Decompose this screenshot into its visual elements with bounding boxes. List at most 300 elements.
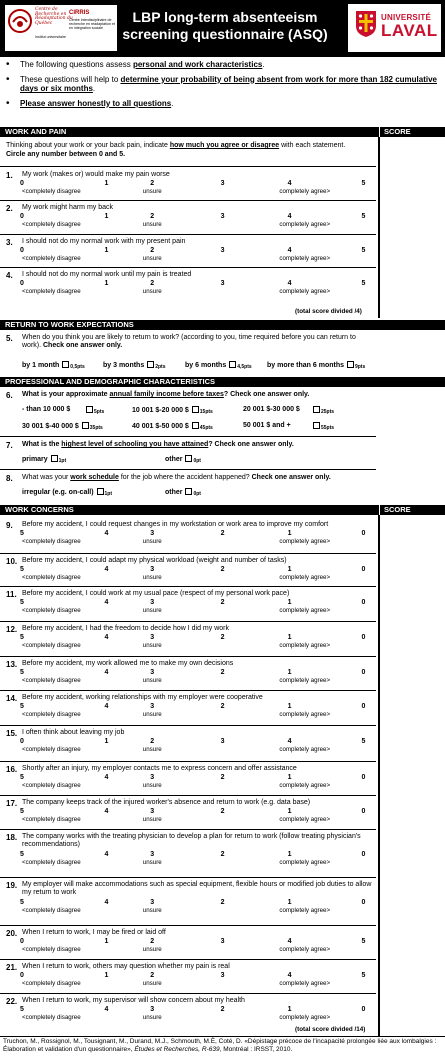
scale-labels [22,746,374,755]
likert-question [0,881,376,925]
scale-label-mid: unsure [142,607,162,614]
scale-label-right: completely agree> [279,607,331,614]
scale-label-left: <completely disagree [22,816,81,823]
scale-labels [22,816,374,825]
scale-option[interactable]: 5 [20,669,24,676]
scale-option[interactable]: 1 [104,213,109,220]
question-text: When I return to work, my supervisor will show concern about my health [22,997,245,1004]
scale-option[interactable]: 5 [20,703,24,710]
scale-label-right: completely agree> [279,1014,331,1021]
scale-option[interactable]: 4 [287,213,292,220]
scale-labels [22,859,374,868]
scale-label-right: completely agree> [279,980,331,987]
scale-option[interactable]: 4 [104,599,109,606]
checkbox[interactable] [51,455,58,462]
income-option[interactable]: - than 10 000 $ [22,406,71,413]
scale-labels [22,288,374,297]
question-text: Before my accident, my work allowed me to make my own decisions [22,660,234,667]
scale-option[interactable]: 1 [287,530,292,537]
scale-labels [22,538,374,547]
checkbox[interactable] [62,361,69,368]
scale-option[interactable]: 2 [150,972,155,979]
question-number: 18. [6,833,18,842]
scale-option[interactable]: 0 [361,774,366,781]
scale-option[interactable]: 0 [361,703,366,710]
section-instructions: Thinking about your work or your back pain, indicate how much you agree or disagree with each statement. Circle any number between 0 and 5. [6,142,346,158]
question-number: 5. [6,334,13,343]
likert-question [0,625,376,655]
scale-option[interactable]: 0 [20,738,24,745]
scale-option[interactable]: 1 [287,566,292,573]
page-title [122,9,328,43]
scale-label-right: completely agree> [279,711,331,718]
scale-option[interactable]: 1 [104,972,109,979]
scale-option[interactable]: 0 [361,669,366,676]
section-header-return-to-work: RETURN TO WORK EXPECTATIONS [0,320,445,330]
scale-labels [22,782,374,791]
scale-label-left: <completely disagree [22,746,81,753]
header-band [0,0,445,57]
scale-option[interactable]: 3 [220,938,225,945]
income-option[interactable]: 10 001 $-20 000 $ 15pts [132,407,213,415]
scale-option[interactable]: 2 [150,213,155,220]
scale-label-right: completely agree> [279,288,331,295]
scale-option[interactable]: 5 [361,738,366,745]
question-number: 14. [6,694,18,703]
scale-option[interactable]: 3 [150,599,155,606]
checkbox[interactable] [192,406,199,413]
question-text: Before my accident, I could work at my usual pace (respect of my personal work pace) [22,590,290,597]
scale-option[interactable]: 2 [150,180,155,187]
q7-option-primary[interactable]: primary 1pt [22,456,67,464]
scale-labels [22,677,374,686]
scale-labels [22,221,374,230]
scale-option[interactable]: 4 [104,669,109,676]
scale-labels [22,711,374,720]
scale-label-right: completely agree> [279,677,331,684]
question-number: 10. [6,557,18,566]
scale-option[interactable]: 1 [104,738,109,745]
scale-label-left: <completely disagree [22,538,81,545]
likert-question [0,729,376,759]
q7-option-other[interactable]: other 0pt [165,456,201,464]
scale-option[interactable]: 3 [220,972,225,979]
scale-option[interactable]: 5 [20,1006,24,1013]
question-number: 2. [6,204,13,213]
scale-option[interactable]: 3 [150,669,155,676]
section-return-to-work [0,334,378,374]
scale-option[interactable]: 5 [20,851,24,858]
checkbox[interactable] [192,422,199,429]
scale-option[interactable]: 1 [287,669,292,676]
likert-question [0,660,376,690]
scale-label-right: completely agree> [279,221,331,228]
scale-option[interactable]: 3 [220,280,225,287]
scale-label-right: completely agree> [279,946,331,953]
scale-option[interactable]: 5 [361,280,366,287]
scale-option[interactable]: 0 [361,899,366,906]
scale-option[interactable]: 0 [20,938,24,945]
scale-option[interactable]: 0 [20,180,24,187]
question-text: My employer will make accommodations such as special equipment, flexible hours or modified job duties to allow my return to work [22,881,372,897]
likert-question [0,929,376,959]
question-text: I often think about leaving my job [22,729,125,736]
scale-label-left: <completely disagree [22,1014,81,1021]
scale-option[interactable]: 0 [361,808,366,815]
scale-labels [22,642,374,651]
income-option[interactable]: 50 001 $ and + [243,422,291,429]
scale-option[interactable]: 1 [287,851,292,858]
section-header-work-concerns: WORK CONCERNS SCORE [0,505,445,515]
scale-label-left: <completely disagree [22,980,81,987]
checkbox[interactable] [185,455,192,462]
question-number: 1. [6,171,13,180]
question-8: 8. What was your work schedule for the job where the accident happened? Check one answer only. irregular (e.g. on-call) 1pt other 0pt [6,474,331,497]
checkbox[interactable] [82,422,89,429]
scale-option[interactable]: 0 [361,530,366,537]
scale-option[interactable]: 4 [287,247,292,254]
likert-question [0,557,376,587]
scale-label-mid: unsure [142,859,162,866]
scale-option[interactable]: 2 [220,774,225,781]
scale-option[interactable]: 5 [20,599,24,606]
work-concerns-total-label: (total score divided /14) [295,1026,366,1033]
likert-question [0,997,376,1027]
scale-option[interactable]: 2 [220,566,225,573]
scale-labels [22,255,374,264]
q8-option-other[interactable]: other 0pt [165,489,201,497]
scale-option[interactable]: 3 [150,808,155,815]
question-text: When I return to work, others may question whether my pain is real [22,963,230,970]
scale-option[interactable]: 0 [361,634,366,641]
scale-option[interactable]: 0 [20,213,24,220]
question-7: 7. What is the highest level of schooling you have attained? Check one answer only. primary 1pt other 0pt [6,441,294,464]
scale-option[interactable]: 3 [150,774,155,781]
scale-labels [22,980,374,989]
question-number: 16. [6,765,18,774]
scale-label-right: completely agree> [279,255,331,262]
scale-option[interactable]: 3 [150,634,155,641]
question-6: 6. What is your approximate annual family income before taxes? Check one answer only. - than 10 000 $ 5pts 10 001 $-20 000 $ 15pts 20 001 $-30 000 $ 25pts 30 001 $-40 000 $ 35pts 40 001 $-50 000 $ 45pts 50 001 $ and + 55pts [6,391,335,431]
question-number: 13. [6,660,18,669]
scale-label-mid: unsure [142,980,162,987]
scale-option[interactable]: 5 [20,566,24,573]
scale-option[interactable]: 3 [150,899,155,906]
scale-option[interactable]: 3 [220,738,225,745]
scale-option[interactable]: 2 [220,808,225,815]
scale-option[interactable]: 2 [220,703,225,710]
scale-option[interactable]: 4 [104,634,109,641]
scale-option[interactable]: 2 [220,599,225,606]
income-option[interactable]: 20 001 $-30 000 $ [243,406,300,413]
scale-option[interactable]: 5 [361,213,366,220]
scale-option[interactable]: 4 [104,774,109,781]
question-number: 15. [6,729,18,738]
scale-option[interactable]: 1 [287,1006,292,1013]
scale-label-left: <completely disagree [22,642,81,649]
scale-label-right: completely agree> [279,642,331,649]
score-column-header: SCORE [379,127,445,137]
question-number: 3. [6,238,13,247]
scale-option[interactable]: 1 [104,180,109,187]
question-number: 11. [6,590,17,599]
scale-option[interactable]: 4 [104,703,109,710]
scale-option[interactable]: 3 [220,180,225,187]
scale-option[interactable]: 5 [20,808,24,815]
checkbox[interactable] [229,361,236,368]
question-text: The company keeps track of the injured worker's absence and return to work (e.g. data base) [22,799,311,806]
scale-option[interactable]: 5 [20,899,24,906]
scale-label-mid: unsure [142,188,162,195]
score-column-header: SCORE [379,505,445,515]
question-number: 4. [6,271,13,280]
scale-label-right: completely agree> [279,574,331,581]
scale-option[interactable]: 2 [150,247,155,254]
scale-label-mid: unsure [142,782,162,789]
question-number: 19. [6,881,18,890]
scale-label-right: completely agree> [279,816,331,823]
laval-shield-icon [355,10,377,38]
scale-option[interactable]: 3 [220,213,225,220]
scale-option[interactable]: 4 [287,180,292,187]
likert-question [0,204,376,234]
scale-option[interactable]: 3 [150,851,155,858]
scale-label-mid: unsure [142,907,162,914]
scale-option[interactable]: 2 [150,280,155,287]
q5-option-1[interactable]: by 1 month 0,5pts [22,362,85,370]
q8-option-irregular[interactable]: irregular (e.g. on-call) 1pt [22,489,113,497]
likert-question [0,521,376,551]
cirris-subtitle: Centre interdisciplinaire de recherche en réadaptation et en intégration sociale [69,18,115,30]
scale-option[interactable]: 1 [287,808,292,815]
scale-label-mid: unsure [142,711,162,718]
scale-labels [22,607,374,616]
scale-option[interactable]: 4 [287,280,292,287]
score-divider [378,137,380,318]
cirris-name: CIRRIS [69,10,90,16]
question-number: 12. [6,625,18,634]
question-text: When I return to work, I may be fired or laid off [22,929,166,936]
section-header-professional-demographic: PROFESSIONAL AND DEMOGRAPHIC CHARACTERISTICS [0,377,445,387]
scale-labels [22,1014,374,1023]
scale-option[interactable]: 3 [150,1006,155,1013]
section-header-work-and-pain: WORK AND PAIN SCORE [0,127,445,137]
laval-logo [348,4,441,52]
scale-label-mid: unsure [142,255,162,262]
scale-option[interactable]: 4 [104,530,109,537]
scale-labels [22,907,374,916]
scale-option[interactable]: 3 [150,566,155,573]
scale-option[interactable]: 5 [361,972,366,979]
question-text: Before my accident, I could adapt my physical workload (weight and number of tasks) [22,557,287,564]
checkbox[interactable] [97,488,104,495]
scale-option[interactable]: 5 [20,774,24,781]
scale-option[interactable]: 1 [287,703,292,710]
scale-label-left: <completely disagree [22,288,81,295]
scale-option[interactable]: 5 [20,634,24,641]
checkbox[interactable] [147,361,154,368]
scale-option[interactable]: 0 [361,851,366,858]
scale-label-mid: unsure [142,288,162,295]
scale-option[interactable]: 0 [20,247,24,254]
likert-question [0,171,376,201]
scale-label-left: <completely disagree [22,221,81,228]
question-text: The company works with the treating physician to develop a plan for return to work (follow treating physician's recommendations) [22,833,361,849]
scale-option[interactable]: 2 [150,938,155,945]
checkbox[interactable] [86,406,93,413]
scale-option[interactable]: 1 [104,280,109,287]
scale-option[interactable]: 4 [104,566,109,573]
intro-bullet-3: • Please answer honestly to all questions. [0,99,445,109]
question-text: I should not do my normal work with my present pain [22,238,186,245]
intro-bullets [0,60,445,113]
scale-option[interactable]: 4 [287,938,292,945]
citation-footer: Truchon, M., Rossignol, M., Tousignant, M., Durand, M.J., Schmouth, M.È, Coté, D. «Dépistage précoce de l'incapacité prolongée liée aux lombalgies : Élaboration et validation d'un questionnaire», Études et Recherches, R-639, Montréal : IRSST, 2010. [3,1038,437,1053]
scale-option[interactable]: 1 [287,774,292,781]
scale-option[interactable]: 5 [361,247,366,254]
checkbox[interactable] [313,422,320,429]
scale-option[interactable]: 0 [20,280,24,287]
scale-option[interactable]: 1 [287,899,292,906]
title-line-1: LBP long-term absenteeism [132,9,318,25]
scale-label-left: <completely disagree [22,907,81,914]
scale-option[interactable]: 3 [220,247,225,254]
checkbox[interactable] [347,361,354,368]
scale-labels [22,574,374,583]
intro-bullet-2: • These questions will help to determine your probability of being absent from work for more than 182 cumulative days or six months. [0,75,445,94]
scale-label-right: completely agree> [279,538,331,545]
likert-question [0,271,376,301]
section-work-and-pain [0,142,378,318]
scale-option[interactable]: 5 [361,938,366,945]
scale-option[interactable]: 0 [20,972,24,979]
score-divider [378,515,380,1036]
likert-question [0,833,376,877]
scale-label-left: <completely disagree [22,946,81,953]
scale-label-right: completely agree> [279,188,331,195]
likert-question [0,590,376,620]
scale-option[interactable]: 5 [361,180,366,187]
scale-option[interactable]: 1 [287,599,292,606]
question-number: 9. [6,521,13,530]
scale-option[interactable]: 3 [150,703,155,710]
scale-option[interactable]: 1 [104,938,109,945]
scale-label-right: completely agree> [279,782,331,789]
scale-label-left: <completely disagree [22,188,81,195]
scale-label-left: <completely disagree [22,859,81,866]
scale-label-right: completely agree> [279,907,331,914]
q5-option-2[interactable]: by 3 months 2pts [103,362,166,370]
checkbox[interactable] [313,406,320,413]
scale-label-mid: unsure [142,1014,162,1021]
scale-option[interactable]: 4 [104,899,109,906]
scale-option[interactable]: 0 [361,1006,366,1013]
scale-option[interactable]: 4 [104,851,109,858]
work-pain-total-label: (total score divided /4) [295,308,362,315]
scale-label-mid: unsure [142,221,162,228]
question-number: 20. [6,929,18,938]
question-text: Before my accident, working relationships with my employer were cooperative [22,694,263,701]
cirris-emblem-icon [7,8,33,34]
scale-option[interactable]: 2 [150,738,155,745]
scale-option[interactable]: 4 [104,1006,109,1013]
cirris-tagline: Centre de Recherche en Réadaptation du Québec [35,7,73,27]
income-option[interactable]: 30 001 $-40 000 $ 35pts [22,423,103,431]
question-text: Before my accident, I could request changes in my workstation or work area to improve my comfort [22,521,329,528]
question-number: 17. [6,799,18,808]
scale-label-mid: unsure [142,746,162,753]
scale-label-mid: unsure [142,816,162,823]
likert-question [0,238,376,268]
income-option[interactable]: 40 001 $-50 000 $ 45pts [132,423,213,431]
likert-question [0,694,376,724]
scale-label-left: <completely disagree [22,677,81,684]
scale-option[interactable]: 2 [220,634,225,641]
scale-option[interactable]: 2 [220,669,225,676]
scale-option[interactable]: 4 [287,738,292,745]
scale-label-left: <completely disagree [22,255,81,262]
laval-line2: LAVAL [381,21,438,40]
scale-option[interactable]: 0 [361,566,366,573]
scale-label-mid: unsure [142,946,162,953]
likert-question [0,799,376,829]
scale-label-left: <completely disagree [22,574,81,581]
scale-label-mid: unsure [142,642,162,649]
intro-bullet-1: • The following questions assess personal and work characteristics. [0,60,445,70]
question-text: My work (makes or) would make my pain worse [22,171,170,178]
scale-option[interactable]: 5 [20,530,24,537]
scale-option[interactable]: 1 [287,634,292,641]
q5-option-3[interactable]: by 6 months 4,5pts [185,362,252,370]
scale-labels [22,946,374,955]
q5-option-4[interactable]: by more than 6 months 9pts [267,362,366,370]
title-line-2: screening questionnaire (ASQ) [122,26,328,43]
question-text: Shortly after an injury, my employer contacts me to express concern and offer assistance [22,765,297,772]
scale-label-left: <completely disagree [22,607,81,614]
scale-label-left: <completely disagree [22,711,81,718]
scale-label-mid: unsure [142,538,162,545]
cirris-institut: Institut universitaire [35,35,66,39]
scale-option[interactable]: 2 [220,1006,225,1013]
laval-line1: UNIVERSITÉ [381,13,432,22]
question-number: 22. [6,997,18,1006]
scale-option[interactable]: 1 [104,247,109,254]
scale-label-right: completely agree> [279,746,331,753]
question-number: 21. [6,963,18,972]
scale-labels [22,188,374,197]
question-text: My work might harm my back [22,204,114,211]
section-professional-demographic [0,391,378,501]
scale-option[interactable]: 2 [220,899,225,906]
section-work-concerns [0,517,378,1036]
scale-option[interactable]: 3 [150,530,155,537]
checkbox[interactable] [185,488,192,495]
scale-label-right: completely agree> [279,859,331,866]
likert-question [0,765,376,795]
scale-option[interactable]: 2 [220,530,225,537]
question-5-text: When do you think you are likely to return to work? (according to you, time required before you can return to work). Check one answer only. [22,334,356,350]
question-text: Before my accident, I had the freedom to decide how I did my work [22,625,229,632]
scale-label-mid: unsure [142,677,162,684]
cirris-logo [4,4,118,52]
scale-option[interactable]: 2 [220,851,225,858]
question-text: I should not do my normal work until my pain is treated [22,271,192,278]
likert-question [0,963,376,993]
scale-option[interactable]: 0 [361,599,366,606]
scale-label-left: <completely disagree [22,782,81,789]
scale-option[interactable]: 4 [287,972,292,979]
scale-option[interactable]: 4 [104,808,109,815]
